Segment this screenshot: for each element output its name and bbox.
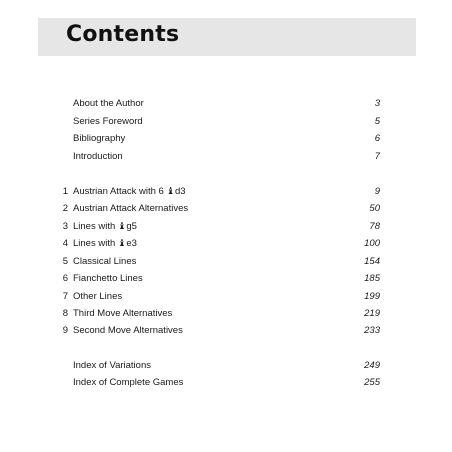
- toc-entry-chapter-6[interactable]: [56, 272, 380, 286]
- toc-entry-introduction[interactable]: [56, 150, 380, 164]
- toc-entry-page: 5: [374, 115, 380, 127]
- toc-entry-page: 50: [369, 203, 380, 214]
- toc-entry-page: 6: [374, 133, 380, 144]
- toc-entry-label: Bibliography: [73, 133, 126, 144]
- toc-entry-label: Introduction: [73, 150, 123, 162]
- header-band: [38, 18, 416, 56]
- toc-entry-number: 5: [62, 255, 68, 267]
- toc-entry-page: 255: [364, 377, 380, 388]
- toc-entry-series-foreword[interactable]: [56, 115, 380, 129]
- toc-entry-label: Other Lines: [73, 290, 123, 302]
- toc-entry-number: 7: [62, 290, 68, 302]
- toc-entry-chapter-3[interactable]: [56, 220, 380, 234]
- toc-entry-label: Index of Variations: [73, 360, 151, 371]
- toc-entry-label: Classical Lines: [73, 255, 137, 267]
- toc-entry-label: Austrian Attack Alternatives: [73, 203, 189, 214]
- toc-entry-label: Fianchetto Lines: [73, 273, 143, 284]
- toc-entry-page: 100: [364, 238, 380, 249]
- toc-entry-label: Lines with ♝e3: [73, 238, 137, 249]
- page-title: Contents: [66, 22, 180, 47]
- toc-entry-chapter-7[interactable]: [56, 290, 380, 304]
- toc-entry-index-variations[interactable]: [56, 359, 380, 373]
- toc-entry-number: 2: [62, 203, 68, 214]
- toc-entry-page: 78: [369, 220, 380, 232]
- toc-entry-page: 199: [364, 290, 380, 302]
- toc-entry-number: 3: [62, 220, 68, 232]
- toc-entry-number: 6: [62, 273, 68, 284]
- toc-entry-chapter-4[interactable]: [56, 237, 380, 251]
- toc-entry-chapter-2[interactable]: [56, 202, 380, 216]
- toc-entry-page: 185: [364, 273, 380, 284]
- toc-entry-page: 9: [374, 185, 380, 197]
- toc-entry-label: Lines with ♝g5: [73, 220, 137, 232]
- toc-entry-chapter-5[interactable]: [56, 255, 380, 269]
- toc-entry-number: 4: [62, 238, 68, 249]
- toc-entry-about-author[interactable]: [56, 97, 380, 111]
- toc-entry-page: 219: [364, 308, 380, 319]
- toc-entry-number: 8: [62, 308, 68, 319]
- toc-entry-page: 7: [374, 150, 380, 162]
- toc-entry-page: 233: [364, 325, 380, 336]
- toc-entry-page: 3: [374, 98, 380, 109]
- toc-entry-chapter-1[interactable]: [56, 185, 380, 199]
- toc-entry-label: Second Move Alternatives: [73, 325, 183, 336]
- toc-entry-number: 1: [62, 185, 68, 197]
- toc-entry-chapter-8[interactable]: [56, 307, 380, 321]
- toc-entry-label: Third Move Alternatives: [73, 308, 173, 319]
- toc-entry-chapter-9[interactable]: [56, 324, 380, 338]
- toc-entry-number: 9: [62, 325, 68, 336]
- toc-entry-label: Series Foreword: [73, 115, 143, 127]
- toc-entry-page: 154: [364, 255, 380, 267]
- toc-entry-page: 249: [364, 360, 380, 371]
- toc-entry-label: About the Author: [73, 98, 144, 109]
- toc-entry-bibliography[interactable]: [56, 132, 380, 146]
- toc-entry-label: Index of Complete Games: [73, 377, 184, 388]
- toc-entry-index-games[interactable]: [56, 376, 380, 390]
- toc-entry-label: Austrian Attack with 6 ♝d3: [73, 185, 186, 197]
